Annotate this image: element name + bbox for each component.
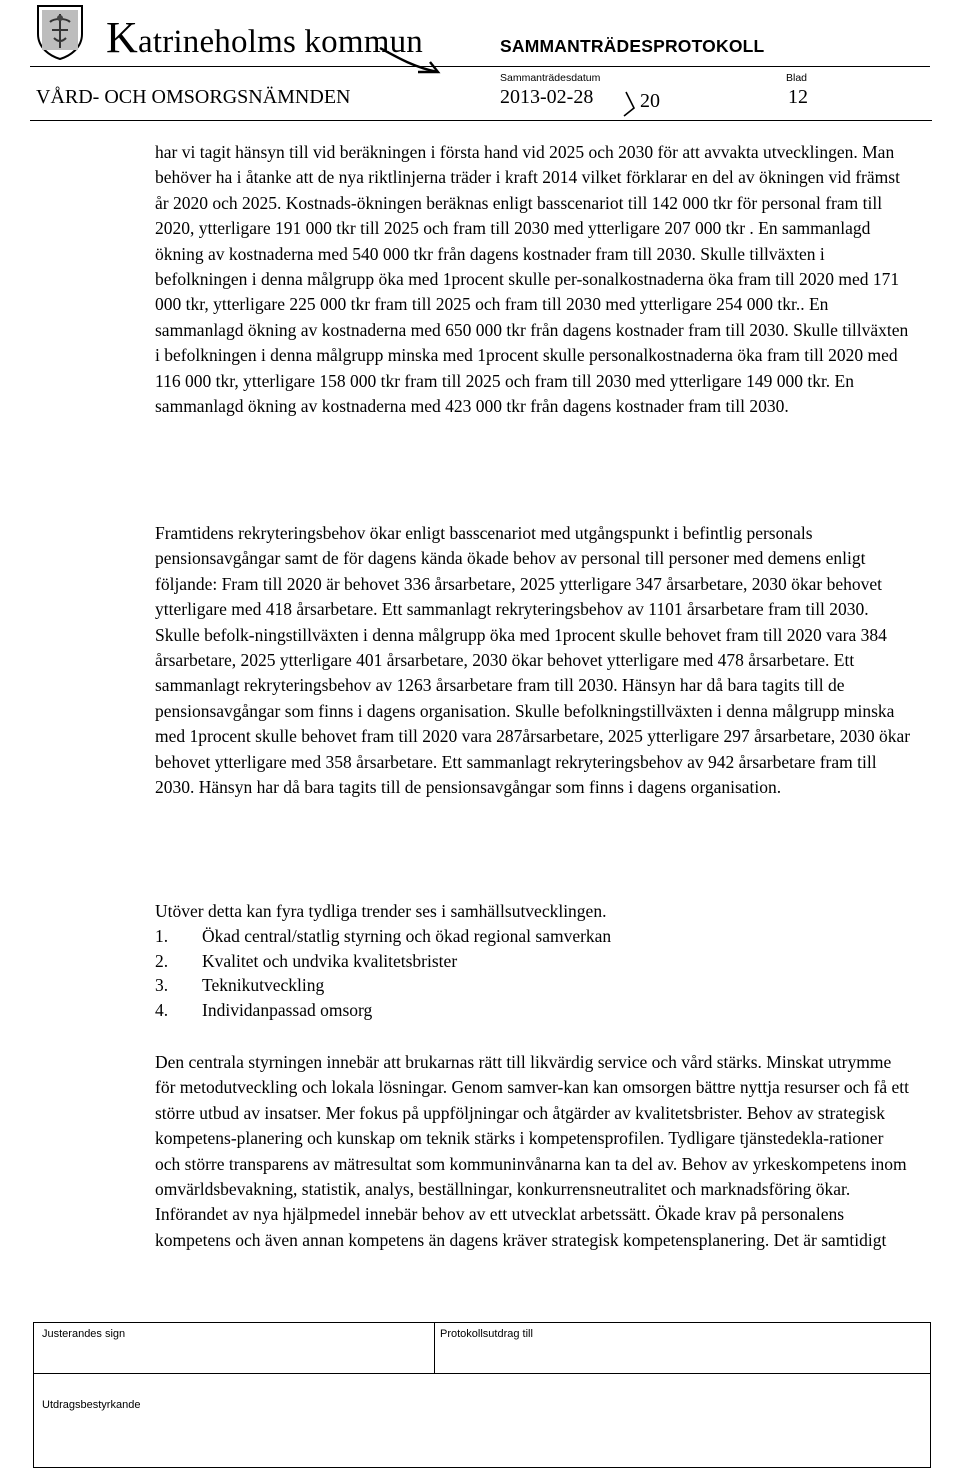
list-item: 3. Teknikutveckling (155, 975, 325, 996)
paragraph-central-governance: Den centrala styrningen innebär att brukarnas rätt till likvärdig service och vård stärks. Minskat utrymme för metodutveckling och lokala lösningar. Genom samver-kan kan omsorgen bättre nyttja resurser och få ett större utbud av insatser. Mer fokus på uppföljningar och åtgärder av kvalitetsbrister. Behov av strategisk kompetens-planering och kunskap om teknik stärks i kompetensprofilen. Tydligare tjänstedekla-rationer och större transparens av mätresultat som kommuninvånarna kan ta del av. Behov av yrkeskompetens inom omvärldsbevakning, statistik, analys, beställningar, konkurrensneutralitet och marknadsföring ökar. Införandet av nya hjälpmedel innebär behov av ett utvecklat arbetssätt. Ökade krav på personalens kompetens och även annan kompetens än dagens kräver strategisk kompetensplanering. Det är samtidigt (155, 1052, 910, 1250)
page-label: Blad (786, 72, 808, 84)
paragraph-recruitment-need: Framtidens rekryteringsbehov ökar enligt basscenariot med utgångspunkt i befintlig personals pensionsavgångar samt de för dagens kända ökade behov av personal till personer med demens enligt följande: Fram till 2020 är behovet 336 årsarbetare, 2025 ytterligare 347 årsarbetare, 2030 ökar behovet ytterligare med 418 årsarbetare. Ett sammanlagt rekryteringsbehov av 1101 årsarbetare fram till 2030. Skulle befolk-ningstillväxten i denna målgrupp öka med 1procent skulle behovet fram till 2020 vara 384 årsarbetare, 2025 ytterligare 401 årsarbetare, 2030 ökar behovet ytterligare med 478 årsarbetare. Ett sammanlagt rekryteringsbehov av 1263 årsarbetare fram till 2030. Hänsyn har då bara tagits till de pensionsavgångar som finns i dagens organisation. Skulle befolkningstillväxten i denna målgrupp minska med 1procent skulle behovet fram till 2020 vara 287årsarbetare, 2025 ytterligare 297 årsarbetare, 2030 ökar behovet ytterligare med 358 årsarbetare. Ett sammanlagt rekryteringsbehov av 942 årsarbetare fram till 2030. Hänsyn har då bara tagits till de pensionsavgångar som finns i dagens organisation. (155, 523, 911, 798)
justerandes-sign-label: Justerandes sign (42, 1328, 126, 1340)
meeting-date: 2013-02-28 (500, 86, 594, 108)
paragraph-trends-intro: Utöver detta kan fyra tydliga trender ses i samhällsutvecklingen. (155, 901, 607, 921)
protokollsutdrag-label: Protokollsutdrag till (440, 1328, 533, 1340)
page-number: 12 (788, 86, 808, 108)
organization-name: Katrineholms kommun (106, 13, 423, 62)
paragraph-cost-increase: har vi tagit hänsyn till vid beräkningen i första hand vid 2025 och 2030 för att avvakta utvecklingen. Man behöver ha i åtanke att de nya riktlinjerna träder i kraft 2014 vilket förklarar en del av ökningen vid främst år 2020 och 2025. Kostnads-ökningen beräknas enligt basscenariot till 142 000 tkr för personal fram till 2020, ytterligare 191 000 tkr till 2025 och fram till 2030 med ytterligare 207 000 tkr . En sammanlagd ökning av kostnaderna med 540 000 tkr från dagens kostnader fram till 2030. Skulle tillväxten i befolkningen i denna målgrupp öka med 1procent skulle per-sonalkostnaderna öka fram till 2020 med 171 000 tkr, ytterligare 225 000 tkr fram till 2025 och fram till 2030 med ytterligare 254 000 tkr.. En sammanlagd ökning av kostnaderna med 650 000 tkr från dagens kostnader fram till 2030. Skulle tillväxten i befolkningen i denna målgrupp minska med 1procent skulle personalkostnaderna öka fram till 2020 med 116 000 tkr, ytterligare 158 000 tkr fram till 2025 och fram till 2030 med ytterligare 149 000 tkr. En sammanlagd ökning av kostnaderna med 423 000 tkr från dagens kostnader fram till 2030. (155, 142, 909, 417)
list-item: 1. Ökad central/statlig styrning och ökad regional samverkan (155, 926, 612, 946)
document-type-title: SAMMANTRÄDESPROTOKOLL (500, 36, 765, 56)
date-label: Sammanträdesdatum (500, 72, 601, 84)
municipality-crest-icon (36, 4, 84, 60)
header-divider-top (30, 66, 930, 67)
trends-list (155, 924, 611, 1023)
list-item: 2. Kvalitet och undvika kvalitetsbrister (155, 950, 458, 971)
header-divider-bottom (30, 120, 932, 121)
footer-divider-vertical (434, 1323, 435, 1373)
logo-swoosh-icon (378, 46, 448, 76)
footer-divider-horizontal (34, 1373, 930, 1374)
signature-footer (33, 1322, 931, 1468)
list-item: 4. Individanpassad omsorg (155, 1000, 373, 1021)
utdragsbestyrkande-label: Utdragsbestyrkande (42, 1399, 141, 1411)
paragraph-number: 20 (640, 90, 660, 112)
board-name: VÅRD- OCH OMSORGSNÄMNDEN (36, 86, 351, 108)
